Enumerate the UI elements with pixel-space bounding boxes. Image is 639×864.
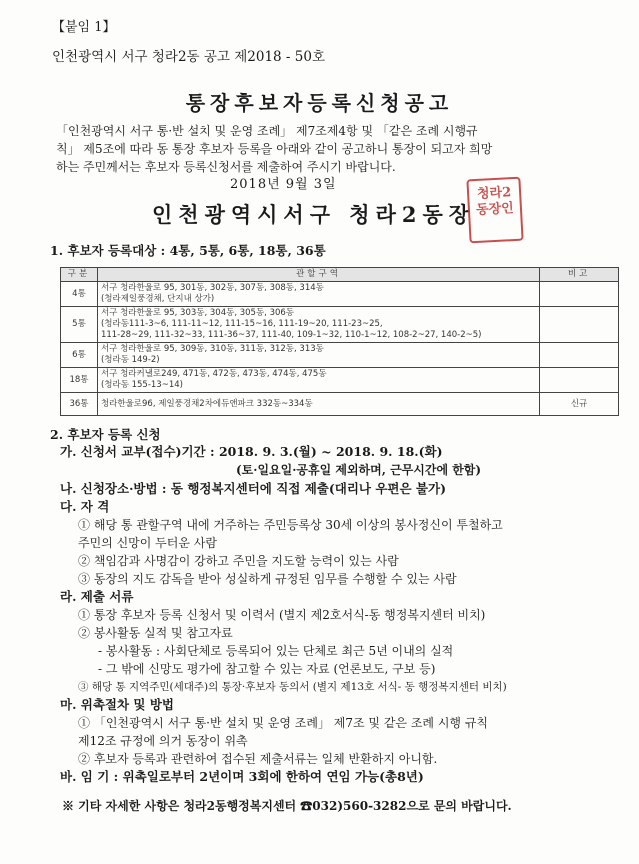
area-line: 서구 청라한울로 95, 303동, 304동, 305동, 306동 — [100, 308, 295, 318]
procedure-item-1-cont: 제12조 규정에 의거 동장이 위촉 — [78, 734, 248, 748]
header-note: 비고 — [540, 268, 619, 282]
notice-number: 인천광역시 서구 청라2동 공고 제2018 - 50호 — [52, 49, 326, 65]
table-header-row — [61, 268, 619, 282]
qualification-item-3: ③ 동장의 지도 감독을 받아 성실하게 규정된 임무를 수행할 수 있는 사람 — [78, 572, 457, 586]
contact-note: ※ 기타 자세한 사항은 청라2동행정복지센터 ☎032)560-3282으로 문의 바랍니다. — [62, 799, 512, 813]
table-row — [61, 307, 619, 343]
table-row — [61, 282, 619, 307]
qualification-item-1: ① 해당 통 관할구역 내에 거주하는 주민등록상 30세 이상의 봉사정신이 투철하고 — [78, 518, 503, 532]
application-place: 나. 신청장소·방법 : 동 행정복지센터에 직접 제출(대리나 우편은 불가) — [60, 481, 446, 496]
area-line: 청라한울로96, 제일풍경채2차에듀앤파크 332동~334동 — [100, 398, 313, 409]
application-period-note: (토·일요일·공휴일 제외하며, 근무시간에 한함) — [236, 463, 482, 477]
document-item-2-sub-1: - 봉사활동 : 사회단체로 등록되어 있는 단체로 최근 5년 이내의 실적 — [98, 644, 454, 658]
procedure-item-1: ① 「인천광역시 서구 통·반 설치 및 운영 조례」 제7조 및 같은 조례 시행 규칙 — [78, 716, 489, 730]
qualification-heading: 다. 자 격 — [60, 499, 110, 514]
note-cell — [540, 282, 619, 307]
document-item-2-sub-2: - 그 밖에 신망도 평가에 참고할 수 있는 자료 (언론보도, 구보 등) — [98, 662, 436, 676]
area-cell — [97, 343, 539, 368]
qualification-item-2: ② 책임감과 사명감이 강하고 주민을 지도할 능력이 있는 사람 — [78, 554, 399, 568]
area-cell — [97, 307, 539, 343]
area-line: 서구 청라커낼로249, 471동, 472동, 473동, 474동, 475동 — [100, 369, 327, 379]
intro-line-3: 하는 주민께서는 후보자 등록신청서를 제출하여 주시기 바랍니다. — [56, 160, 396, 174]
area-cell — [97, 393, 539, 416]
notice-date: 2018년 9월 3일 — [230, 177, 337, 192]
intro-line-1: 「인천광역시 서구 통·반 설치 및 운영 조례」 제7조제4항 및 「같은 조례 시행규 — [56, 124, 478, 138]
unit-cell: 36통 — [61, 393, 98, 416]
intro-line-2: 칙」 제5조에 따라 동 통장 후보자 등록을 아래와 같이 공고하니 통장이 되고자 희망 — [56, 142, 493, 156]
section-1-heading: 1. 후보자 등록대상 : 4통, 5통, 6통, 18통, 36통 — [50, 243, 326, 258]
official-seal-stamp — [466, 177, 523, 244]
area-line: 서구 청라한울로 95, 309동, 310동, 311동, 312동, 313동 — [100, 344, 324, 354]
application-period: 가. 신청서 교부(접수)기간 : 2018. 9. 3.(월) ~ 2018. 9. 18.(화) — [60, 444, 443, 459]
note-cell — [540, 368, 619, 393]
procedure-item-2: ② 후보자 등록과 관련하여 접수된 제출서류는 일체 반환하지 아니함. — [78, 752, 438, 766]
section-2-heading: 2. 후보자 등록 신청 — [50, 427, 161, 442]
area-line: (청라동 149-2) — [100, 355, 160, 365]
unit-cell: 5통 — [61, 307, 98, 343]
jurisdiction-table — [60, 267, 619, 416]
qualification-item-1-cont: 주민의 신망이 두터운 사람 — [78, 536, 217, 550]
unit-cell: 6통 — [61, 343, 98, 368]
area-line: (청라동 155-13~14) — [100, 380, 183, 390]
area-line: (청라제일풍경채, 단지내 상가) — [100, 294, 215, 304]
documents-heading: 라. 제출 서류 — [60, 589, 134, 604]
unit-cell: 4통 — [61, 282, 98, 307]
table-row — [61, 393, 619, 416]
document-item-3: ③ 해당 통 지역주민(세대주)의 통장·후보자 동의서 (별지 제13호 서식- 동 행정복지센터 비치) — [78, 681, 507, 693]
term-of-office: 바. 임 기 : 위촉일로부터 2년이며 3회에 한하여 연임 가능(총8년) — [60, 769, 424, 784]
table-row — [61, 368, 619, 393]
attachment-label: 【붙임 1】 — [52, 20, 116, 35]
area-cell — [97, 368, 539, 393]
document-item-2: ② 봉사활동 실적 및 참고자료 — [78, 626, 233, 640]
area-cell — [97, 282, 539, 307]
area-line: 111-28~29, 111-32~33, 111-36~37, 111-40, 109-1~32, 110-1~12, 108-2~27, 140-2~5) — [100, 330, 482, 340]
header-area: 관할구역 — [97, 268, 539, 282]
page-title: 통장후보자등록신청공고 — [185, 91, 454, 115]
procedure-heading: 마. 위촉절차 및 방법 — [60, 697, 175, 712]
header-unit: 구분 — [61, 268, 98, 282]
area-line: (청라동111-3~6, 111-11~12, 111-15~16, 111-19~20, 111-23~25, — [100, 319, 383, 329]
seal-text-line-1: 청라2 — [476, 185, 512, 202]
note-cell — [540, 343, 619, 368]
unit-cell: 18통 — [61, 368, 98, 393]
table-row — [61, 343, 619, 368]
document-item-1: ① 통장 후보자 등록 신청서 및 이력서 (별지 제2호서식-동 행정복지센터 비치) — [78, 608, 486, 622]
note-cell: 신규 — [540, 393, 619, 416]
area-line: 서구 청라한울로 95, 301동, 302동, 307동, 308동, 314동 — [100, 283, 324, 293]
note-cell — [540, 307, 619, 343]
seal-text-line-2: 동장인 — [475, 201, 515, 218]
signer-name: 인천광역시서구 청라2동장 — [152, 202, 476, 227]
